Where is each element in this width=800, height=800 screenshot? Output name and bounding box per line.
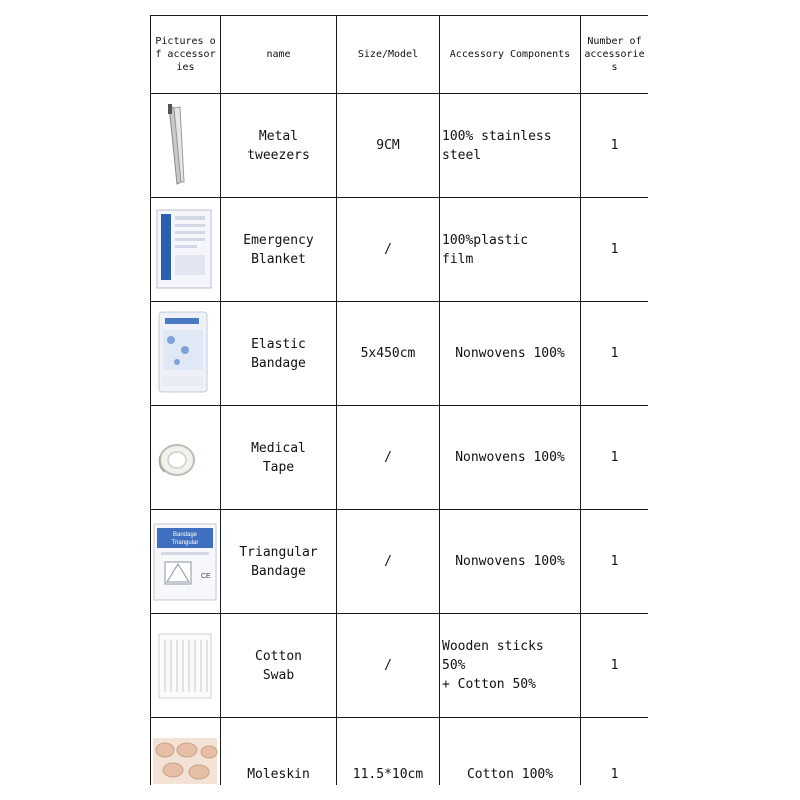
item-number: 1 <box>581 718 649 786</box>
table-row <box>151 94 649 198</box>
item-components: Cotton 100% <box>440 718 581 786</box>
table-row <box>151 614 649 718</box>
item-size: / <box>337 510 440 614</box>
header-components: Accessory Components <box>440 16 581 94</box>
item-size: 5x450cm <box>337 302 440 406</box>
item-size: 11.5*10cm <box>337 718 440 786</box>
item-number: 1 <box>581 406 649 510</box>
triangular-bandage-image <box>151 512 219 612</box>
triangular-bandage-label: Triangular <box>171 539 199 546</box>
emergency-blanket-image-cell <box>151 198 221 302</box>
table-row <box>151 198 649 302</box>
header-picture: Pictures of accessories <box>151 16 221 94</box>
item-number: 1 <box>581 198 649 302</box>
item-name: Triangular Bandage <box>221 510 337 614</box>
table-row <box>151 302 649 406</box>
item-components: 100%plastic film <box>440 198 581 302</box>
item-name: Metal tweezers <box>221 94 337 198</box>
cotton-swab-image <box>151 616 219 716</box>
emergency-blanket-image <box>151 200 219 300</box>
ce-mark: CE <box>201 572 211 580</box>
item-number: 1 <box>581 614 649 718</box>
tweezers-image <box>151 96 219 196</box>
elastic-bandage-image <box>151 304 219 404</box>
item-size: / <box>337 406 440 510</box>
header-number: Number of accessories <box>581 16 649 94</box>
item-components: Nonwovens 100% <box>440 406 581 510</box>
item-number: 1 <box>581 510 649 614</box>
item-components: Nonwovens 100% <box>440 302 581 406</box>
medical-tape-image <box>151 408 219 508</box>
triangular-bandage-image-cell <box>151 510 221 614</box>
accessories-table-wrapper <box>150 15 648 785</box>
moleskin-image-cell <box>151 718 221 786</box>
item-name: Cotton Swab <box>221 614 337 718</box>
header-size: Size/Model <box>337 16 440 94</box>
table-row <box>151 510 649 614</box>
item-components: 100% stainless steel <box>440 94 581 198</box>
accessories-table <box>150 15 648 785</box>
triangular-bandage-label: Bandage <box>172 531 198 538</box>
item-number: 1 <box>581 302 649 406</box>
moleskin-image <box>151 718 219 784</box>
item-components: Nonwovens 100% <box>440 510 581 614</box>
header-row <box>151 16 649 94</box>
item-size: / <box>337 198 440 302</box>
table-row <box>151 406 649 510</box>
item-name: Medical Tape <box>221 406 337 510</box>
item-number: 1 <box>581 94 649 198</box>
item-name: Moleskin <box>221 718 337 786</box>
elastic-bandage-image-cell <box>151 302 221 406</box>
tweezers-image-cell <box>151 94 221 198</box>
item-name: Emergency Blanket <box>221 198 337 302</box>
item-components: Wooden sticks 50% + Cotton 50% <box>440 614 581 718</box>
table-row <box>151 718 649 786</box>
item-size: 9CM <box>337 94 440 198</box>
header-name: name <box>221 16 337 94</box>
item-size: / <box>337 614 440 718</box>
cotton-swab-image-cell <box>151 614 221 718</box>
item-name: Elastic Bandage <box>221 302 337 406</box>
medical-tape-image-cell <box>151 406 221 510</box>
